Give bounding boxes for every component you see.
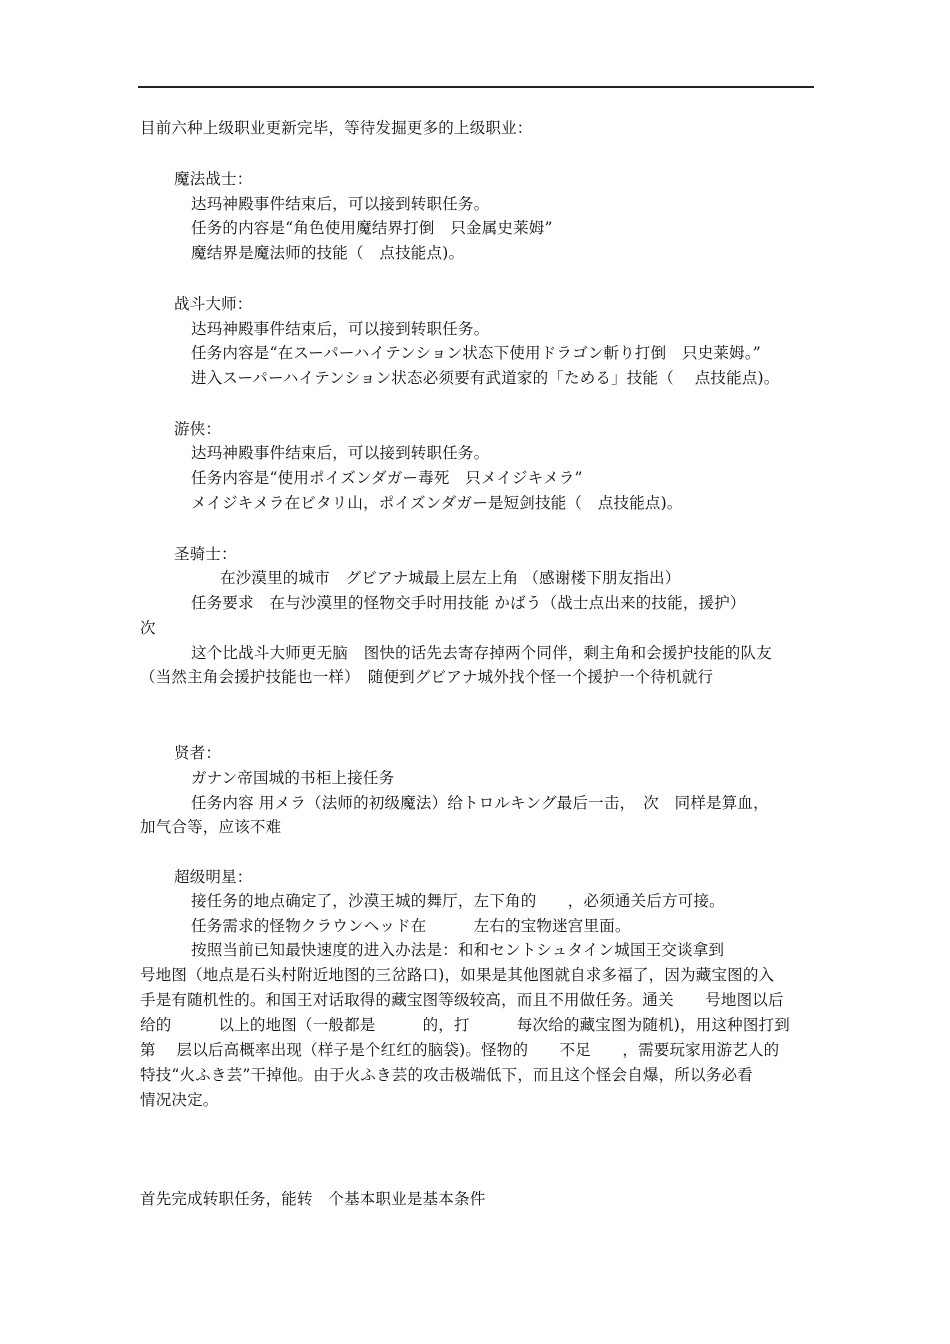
section-line: 任务内容 用メラ（法师的初级魔法）给トロルキング最后一击， 次 同样是算血， <box>191 794 769 812</box>
section-line: 给的 以上的地图（一般都是 的，打 每次给的藏宝图为随机)，用这种图打到 <box>140 1016 790 1034</box>
section-line: 任务需求的怪物クラウンヘッド在 左右的宝物迷宫里面。 <box>191 917 631 935</box>
section-heading-battle-master: 战斗大师： <box>174 295 253 313</box>
section-heading-sage: 贤者： <box>174 744 222 762</box>
section-line: 加气合等，应该不难 <box>140 818 282 836</box>
section-line: 达玛神殿事件结束后，可以接到转职任务。 <box>191 320 490 338</box>
section-line: 这个比战斗大师更无脑 图快的话先去寄存掉两个同伴，剩主角和会援护技能的队友 <box>191 644 772 662</box>
section-line: 魔结界是魔法师的技能（ 点技能点)。 <box>191 244 465 262</box>
section-line: 特技“火ふき芸”干掉他。由于火ふき芸的攻击极端低下，而且这个怪会自爆，所以务必看 <box>140 1066 753 1084</box>
footer-text: 首先完成转职任务，能转 个基本职业是基本条件 <box>140 1190 486 1208</box>
section-line: 达玛神殿事件结束后，可以接到转职任务。 <box>191 195 490 213</box>
section-line: 情况决定。 <box>140 1091 219 1109</box>
section-heading-superstar: 超级明星： <box>174 868 253 886</box>
section-heading-ranger: 游侠： <box>174 420 222 438</box>
section-line: 接任务的地点确定了，沙漠王城的舞厅，左下角的 ，必须通关后方可接。 <box>191 892 725 910</box>
section-heading-paladin: 圣骑士： <box>174 545 237 563</box>
section-line: 在沙漠里的城市 グビアナ城最上层左上角 （感谢楼下朋友指出） <box>220 569 681 587</box>
section-line: 次 <box>140 619 156 637</box>
section-line: 第 层以后高概率出现（样子是个红红的脑袋)。怪物的 不足 ，需要玩家用游艺人的 <box>140 1041 780 1059</box>
section-line: 手是有随机性的。和国王对话取得的藏宝图等级较高，而且不用做任务。通关 号地图以后 <box>140 991 784 1009</box>
section-line: 任务内容是“在スーパーハイテンション状态下使用ドラゴン斬り打倒 只史莱姆。” <box>191 344 761 362</box>
section-line: ガナン帝国城的书柜上接任务 <box>191 769 395 787</box>
section-line: メイジキメラ在ビタリ山，ポイズンダガー是短剑技能（ 点技能点)。 <box>191 494 683 512</box>
section-line: 按照当前已知最快速度的进入办法是：和和セントシュタイン城国王交谈拿到 <box>191 941 725 959</box>
section-line: （当然主角会援护技能也一样） 随便到グビアナ城外找个怪一个援护一个待机就行 <box>140 668 714 686</box>
intro-text: 目前六种上级职业更新完毕，等待发掘更多的上级职业： <box>140 119 533 137</box>
section-line: 任务要求 在与沙漠里的怪物交手时用技能 かばう（战士点出来的技能，援护） <box>191 594 746 612</box>
section-line: 号地图（地点是石头村附近地图的三岔路口)，如果是其他图就自求多福了，因为藏宝图的入 <box>140 966 775 984</box>
top-rule <box>138 86 814 88</box>
section-line: 进入スーパーハイテンション状态必须要有武道家的「ためる」技能（ 点技能点)。 <box>191 369 780 387</box>
section-line: 任务的内容是“角色使用魔结界打倒 只金属史莱姆” <box>191 219 553 237</box>
section-heading-magic-warrior: 魔法战士： <box>174 170 253 188</box>
section-line: 任务内容是“使用ポイズンダガー毒死 只メイジキメラ” <box>191 469 583 487</box>
section-line: 达玛神殿事件结束后，可以接到转职任务。 <box>191 444 490 462</box>
